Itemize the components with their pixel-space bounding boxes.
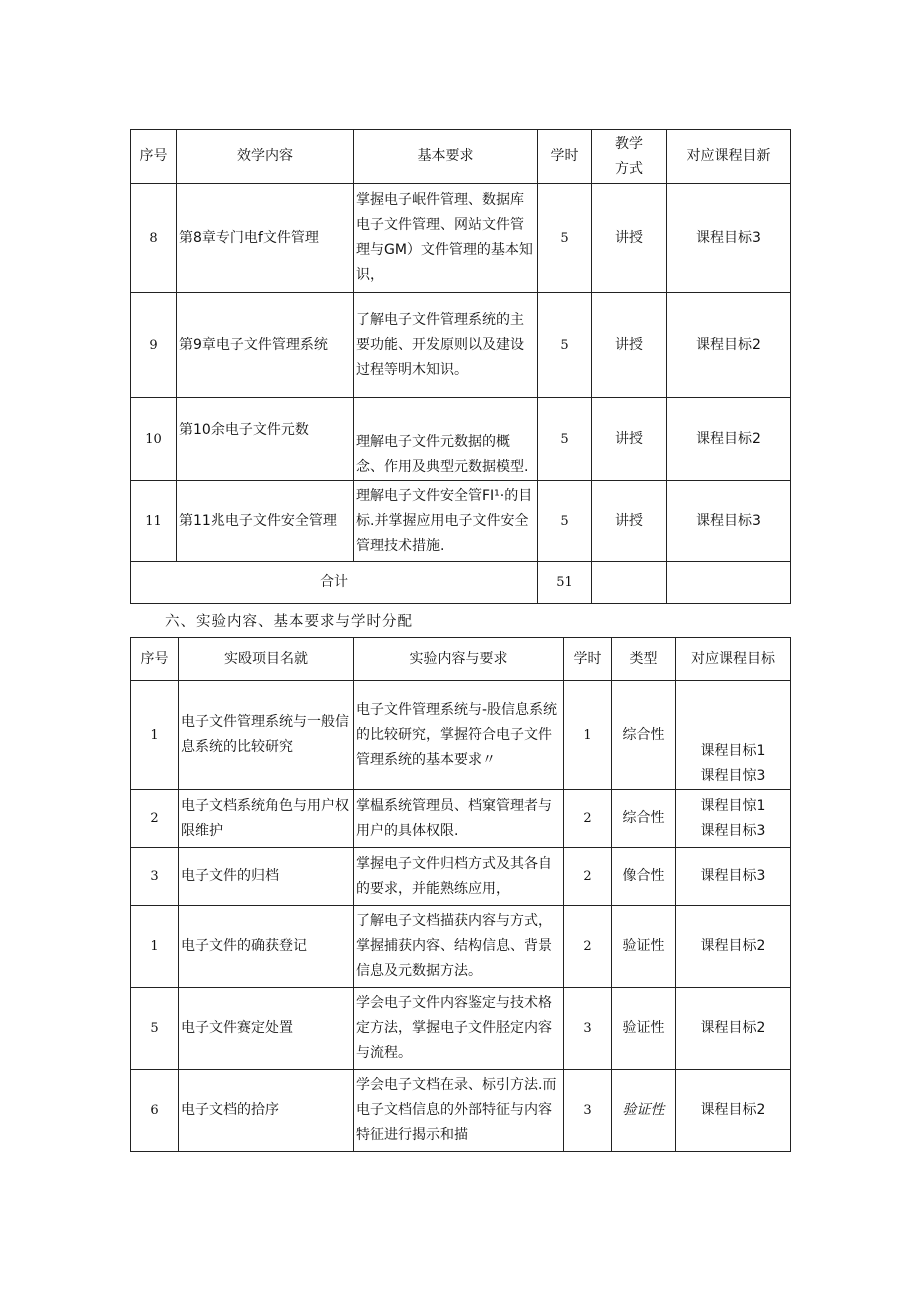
experiment-table [130,637,791,1152]
row-goal: 课程目标2 [667,293,791,398]
row-project-name: 电子文件管理系统与一般信息系统的比较研究 [179,681,354,790]
row-goal: 课程目标2 [667,398,791,481]
row-requirements: 了解电子文件管理系统的主要功能、开发原则以及建设过程等明木知识。 [354,293,538,398]
header-method [592,130,667,184]
row-project-name: 电子文件的确获登记 [179,906,354,988]
teaching-content-table [130,129,791,604]
row-goal-2: 课程目标3 [700,822,766,839]
row-serial: 2 [131,790,179,848]
header-hours: 学时 [538,130,592,184]
row-goal: 课程目标3 [667,481,791,562]
row-hours: 3 [564,988,612,1070]
table-row [131,184,791,293]
row-content: 第10余电子文件元数 [177,398,354,481]
row-goal-2: 课程目惊3 [700,768,766,784]
row-content: 第11兆电子文件安全管理 [177,481,354,562]
row-serial: 9 [131,293,177,398]
row-serial: 3 [131,848,179,906]
total-label: 合计 [131,562,538,604]
header-content-requirements: 实验内容与要求 [354,638,564,681]
row-hours: 5 [538,293,592,398]
header-goal: 对应课程目标 [676,638,791,681]
row-goal-1: 课程目标3 [676,848,791,906]
row-requirements: 掌握电子岷件管理、数据库电子文件管理、网站文件管理与GM）文件管理的基本知识， [354,184,538,293]
header-requirements: 基本要求 [354,130,538,184]
row-project-name: 电子文档的拾序 [179,1070,354,1152]
row-goal: 课程目标3 [667,184,791,293]
row-requirements: 学会电子文档在录、标引方法.而电子文档信息的外部特征与内容特征进行揭示和描 [354,1070,564,1152]
header-method-line-2: 方式 [615,160,643,177]
table-row [131,790,791,848]
row-requirements: 了解电子文档描获内容与方式，掌握捕获内容、结构信息、背景信息及元数据方法。 [354,906,564,988]
table-row [131,848,791,906]
row-content: 第9章电子文件管理系统 [177,293,354,398]
row-requirements: 理解电子文件元数据的概念、作用及典型元数据模型. [354,398,538,481]
total-method-empty [592,562,667,604]
row-goal-1: 课程目惊1 [700,797,766,814]
row-requirements: 学会电子文件内容鉴定与技术格定方法，掌握电子文件胫定内容与流程。 [354,988,564,1070]
header-content: 效学内容 [177,130,354,184]
row-goal-1: 课程目标2 [676,1070,791,1152]
row-goal-1: 课程目标2 [676,906,791,988]
row-requirements: 电子文件管理系统与-股信息系统的比较研究，掌握符合电子文件管理系统的基本要求〃 [354,681,564,790]
row-method: 讲授 [592,184,667,293]
row-type: 验证性 [612,988,676,1070]
row-serial: 10 [131,398,177,481]
table-row [131,681,791,790]
total-hours: 51 [538,562,592,604]
row-serial: 8 [131,184,177,293]
row-serial: 6 [131,1070,179,1152]
header-project-name: 实殴项目名就 [179,638,354,681]
row-goal-1: 课程目标1 [700,743,766,759]
row-method: 讲授 [592,398,667,481]
total-row [131,562,791,604]
row-goals [676,790,791,848]
row-hours: 3 [564,1070,612,1152]
table-row [131,1070,791,1152]
row-hours: 5 [538,184,592,293]
table-row [131,293,791,398]
row-requirements: 掌握电子文件归档方式及其各自的要求，并能熟练应用， [354,848,564,906]
header-serial: 序号 [131,638,179,681]
row-serial: 11 [131,481,177,562]
row-content: 第8章专门电f文件管理 [177,184,354,293]
table-row [131,481,791,562]
row-hours: 1 [564,681,612,790]
header-method-line-1: 教学 [615,135,643,152]
row-hours: 5 [538,481,592,562]
table-header-row [131,638,791,681]
row-project-name: 电子文件的归档 [179,848,354,906]
row-goals [676,681,791,790]
table-row [131,988,791,1070]
table-row [131,906,791,988]
row-goal-1: 课程目标2 [676,988,791,1070]
row-type: 验证性 [612,906,676,988]
row-serial: 5 [131,988,179,1070]
table-row [131,398,791,481]
header-type: 类型 [612,638,676,681]
row-requirements: 理解电子文件安全管FI¹·的目标.并掌握应用电子文件安全管理技术措施. [354,481,538,562]
row-method: 讲授 [592,481,667,562]
row-type: 综合性 [612,790,676,848]
row-serial: 1 [131,906,179,988]
row-method: 讲授 [592,293,667,398]
section-title: 六、实验内容、基本要求与学时分配 [165,614,413,630]
row-requirements: 掌榅系统管理员、档窠管理者与用户的具体权限. [354,790,564,848]
row-project-name: 电子文档系统角色与用户权限维护 [179,790,354,848]
row-type: 验证性 [612,1070,676,1152]
row-project-name: 电子文件赛定处置 [179,988,354,1070]
row-hours: 2 [564,790,612,848]
row-hours: 2 [564,848,612,906]
row-hours: 2 [564,906,612,988]
row-type: 像合性 [612,848,676,906]
total-goal-empty [667,562,791,604]
row-type: 综合性 [612,681,676,790]
row-serial: 1 [131,681,179,790]
row-hours: 5 [538,398,592,481]
header-serial: 序号 [131,130,177,184]
table-header-row [131,130,791,184]
header-hours: 学时 [564,638,612,681]
header-goal: 对应课程目新 [667,130,791,184]
